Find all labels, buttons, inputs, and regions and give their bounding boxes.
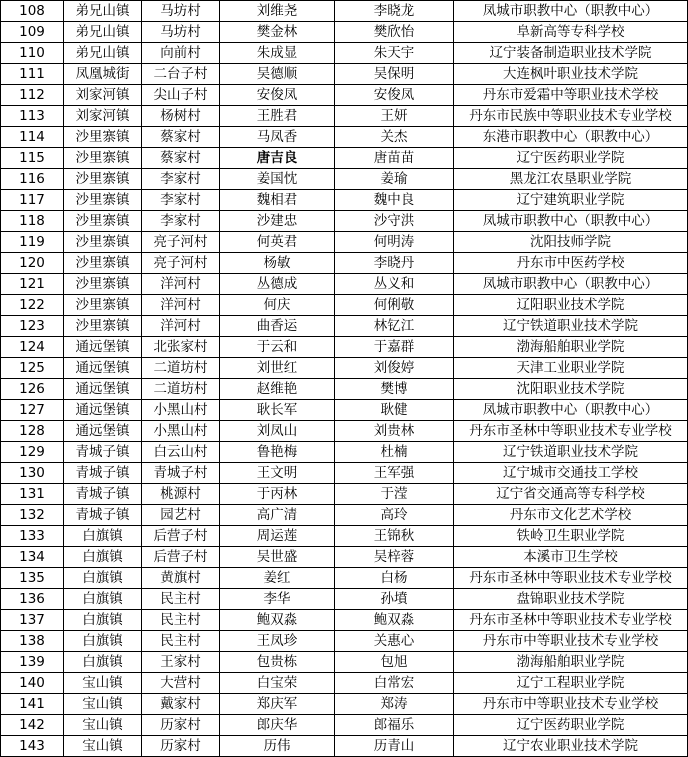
row-number-cell: 118: [1, 211, 64, 232]
row-number-cell: 135: [1, 568, 64, 589]
village-cell: 杨树村: [142, 106, 220, 127]
applicant-name-cell: 历伟: [220, 736, 335, 757]
row-number-cell: 131: [1, 484, 64, 505]
table-row: [1, 85, 688, 106]
student-name-cell: 林钇江: [335, 316, 454, 337]
village-cell: 洋河村: [142, 295, 220, 316]
table-row: [1, 715, 688, 736]
school-cell: 天津工业职业学院: [454, 358, 688, 379]
table-row: [1, 736, 688, 757]
school-cell: 丹东市民族中等职业技术专业学校: [454, 106, 688, 127]
row-number-cell: 110: [1, 43, 64, 64]
town-cell: 刘家河镇: [64, 85, 142, 106]
town-cell: 沙里寨镇: [64, 316, 142, 337]
applicant-name-cell: 于云和: [220, 337, 335, 358]
town-cell: 宝山镇: [64, 673, 142, 694]
village-cell: 园艺村: [142, 505, 220, 526]
table-row: [1, 106, 688, 127]
school-cell: 丹东市中医药学校: [454, 253, 688, 274]
student-name-cell: 白杨: [335, 568, 454, 589]
student-name-cell: 孙墳: [335, 589, 454, 610]
student-name-cell: 何俐敬: [335, 295, 454, 316]
village-cell: 后营子村: [142, 526, 220, 547]
applicant-name-cell: 丛德成: [220, 274, 335, 295]
town-cell: 沙里寨镇: [64, 232, 142, 253]
row-number-cell: 109: [1, 22, 64, 43]
village-cell: 民主村: [142, 610, 220, 631]
table-row: [1, 421, 688, 442]
row-number-cell: 140: [1, 673, 64, 694]
school-cell: 沈阳职业技术学院: [454, 379, 688, 400]
school-cell: 黑龙江农垦职业学院: [454, 169, 688, 190]
applicant-name-cell: 刘世红: [220, 358, 335, 379]
village-cell: 小黑山村: [142, 400, 220, 421]
student-name-cell: 于嘉群: [335, 337, 454, 358]
village-cell: 蔡家村: [142, 127, 220, 148]
town-cell: 青城子镇: [64, 484, 142, 505]
town-cell: 白旗镇: [64, 526, 142, 547]
applicant-name-cell: 赵维艳: [220, 379, 335, 400]
village-cell: 王家村: [142, 652, 220, 673]
applicant-name-cell: 耿长军: [220, 400, 335, 421]
town-cell: 白旗镇: [64, 610, 142, 631]
town-cell: 凤凰城街: [64, 64, 142, 85]
school-cell: 丹东市圣林中等职业技术专业学校: [454, 610, 688, 631]
school-cell: 凤城市职教中心（职教中心）: [454, 400, 688, 421]
applicant-name-cell: 唐吉良: [220, 148, 335, 169]
town-cell: 通远堡镇: [64, 358, 142, 379]
applicant-name-cell: 何庆: [220, 295, 335, 316]
table-row: [1, 505, 688, 526]
town-cell: 白旗镇: [64, 568, 142, 589]
table-row: [1, 274, 688, 295]
applicant-name-cell: 李华: [220, 589, 335, 610]
school-cell: 渤海船舶职业学院: [454, 337, 688, 358]
row-number-cell: 123: [1, 316, 64, 337]
town-cell: 白旗镇: [64, 589, 142, 610]
village-cell: 青城子村: [142, 463, 220, 484]
table-row: [1, 253, 688, 274]
table-row: [1, 232, 688, 253]
applicant-name-cell: 刘维尧: [220, 1, 335, 22]
student-name-cell: 包旭: [335, 652, 454, 673]
town-cell: 宝山镇: [64, 715, 142, 736]
town-cell: 沙里寨镇: [64, 211, 142, 232]
table-row: [1, 295, 688, 316]
row-number-cell: 121: [1, 274, 64, 295]
table-row: [1, 610, 688, 631]
table-row: [1, 568, 688, 589]
row-number-cell: 142: [1, 715, 64, 736]
table-row: [1, 484, 688, 505]
student-name-cell: 王锦秋: [335, 526, 454, 547]
school-cell: 渤海船舶职业学院: [454, 652, 688, 673]
student-name-cell: 唐苗苗: [335, 148, 454, 169]
town-cell: 通远堡镇: [64, 379, 142, 400]
village-cell: 马坊村: [142, 22, 220, 43]
student-name-cell: 魏中良: [335, 190, 454, 211]
applicant-name-cell: 安俊凤: [220, 85, 335, 106]
row-number-cell: 141: [1, 694, 64, 715]
village-cell: 亮子河村: [142, 253, 220, 274]
village-cell: 马坊村: [142, 1, 220, 22]
row-number-cell: 132: [1, 505, 64, 526]
student-name-cell: 高玲: [335, 505, 454, 526]
town-cell: 通远堡镇: [64, 337, 142, 358]
school-cell: 丹东市圣林中等职业技术专业学校: [454, 421, 688, 442]
table-row: [1, 148, 688, 169]
row-number-cell: 127: [1, 400, 64, 421]
table-row: [1, 127, 688, 148]
town-cell: 通远堡镇: [64, 421, 142, 442]
table-row: [1, 169, 688, 190]
applicant-name-cell: 杨敏: [220, 253, 335, 274]
row-number-cell: 112: [1, 85, 64, 106]
town-cell: 沙里寨镇: [64, 127, 142, 148]
school-cell: 沈阳技师学院: [454, 232, 688, 253]
school-cell: 辽宁医药职业学院: [454, 148, 688, 169]
student-name-cell: 樊博: [335, 379, 454, 400]
row-number-cell: 111: [1, 64, 64, 85]
table-row: [1, 589, 688, 610]
applicant-name-cell: 何英君: [220, 232, 335, 253]
row-number-cell: 134: [1, 547, 64, 568]
applicant-name-cell: 吴世盛: [220, 547, 335, 568]
table-row: [1, 694, 688, 715]
school-cell: 辽宁工程职业学院: [454, 673, 688, 694]
school-cell: 丹东市爱霜中等职业技术学校: [454, 85, 688, 106]
village-cell: 黄旗村: [142, 568, 220, 589]
town-cell: 白旗镇: [64, 547, 142, 568]
applicant-name-cell: 姜国忱: [220, 169, 335, 190]
table-row: [1, 358, 688, 379]
table-row: [1, 652, 688, 673]
row-number-cell: 128: [1, 421, 64, 442]
village-cell: 李家村: [142, 211, 220, 232]
town-cell: 沙里寨镇: [64, 274, 142, 295]
student-name-cell: 王军强: [335, 463, 454, 484]
applicant-name-cell: 周运莲: [220, 526, 335, 547]
row-number-cell: 133: [1, 526, 64, 547]
table-row: [1, 316, 688, 337]
town-cell: 宝山镇: [64, 736, 142, 757]
school-cell: 本溪市卫生学校: [454, 547, 688, 568]
village-cell: 洋河村: [142, 316, 220, 337]
student-name-cell: 关杰: [335, 127, 454, 148]
row-number-cell: 126: [1, 379, 64, 400]
town-cell: 沙里寨镇: [64, 295, 142, 316]
village-cell: 民主村: [142, 589, 220, 610]
student-name-cell: 吴梓蓉: [335, 547, 454, 568]
table-row: [1, 190, 688, 211]
table-row: [1, 379, 688, 400]
applicant-name-cell: 王胜君: [220, 106, 335, 127]
school-cell: 辽宁省交通高等专科学校: [454, 484, 688, 505]
table-row: [1, 442, 688, 463]
student-name-cell: 刘俊婷: [335, 358, 454, 379]
applicant-name-cell: 刘凤山: [220, 421, 335, 442]
student-name-cell: 郑涛: [335, 694, 454, 715]
table-row: [1, 337, 688, 358]
row-number-cell: 119: [1, 232, 64, 253]
table-row: [1, 673, 688, 694]
student-name-cell: 姜瑜: [335, 169, 454, 190]
applicant-name-cell: 郑庆军: [220, 694, 335, 715]
applicant-name-cell: 王凤珍: [220, 631, 335, 652]
applicant-name-cell: 白宝荣: [220, 673, 335, 694]
village-cell: 桃源村: [142, 484, 220, 505]
table-row: [1, 1, 688, 22]
village-cell: 戴家村: [142, 694, 220, 715]
student-name-cell: 刘贵林: [335, 421, 454, 442]
school-cell: 凤城市职教中心（职教中心）: [454, 211, 688, 232]
row-number-cell: 143: [1, 736, 64, 757]
student-name-cell: 于滢: [335, 484, 454, 505]
school-cell: 辽阳职业技术学院: [454, 295, 688, 316]
table-row: [1, 43, 688, 64]
applicant-name-cell: 鲁艳梅: [220, 442, 335, 463]
school-cell: 辽宁农业职业技术学院: [454, 736, 688, 757]
student-name-cell: 樊欣怡: [335, 22, 454, 43]
village-cell: 北张家村: [142, 337, 220, 358]
row-number-cell: 117: [1, 190, 64, 211]
table-row: [1, 211, 688, 232]
table-row: [1, 400, 688, 421]
town-cell: 沙里寨镇: [64, 169, 142, 190]
town-cell: 刘家河镇: [64, 106, 142, 127]
table-row: [1, 64, 688, 85]
village-cell: 洋河村: [142, 274, 220, 295]
village-cell: 二台子村: [142, 64, 220, 85]
applicant-name-cell: 马凤香: [220, 127, 335, 148]
town-cell: 弟兄山镇: [64, 43, 142, 64]
row-number-cell: 108: [1, 1, 64, 22]
village-cell: 蔡家村: [142, 148, 220, 169]
row-number-cell: 113: [1, 106, 64, 127]
school-cell: 大连枫叶职业技术学院: [454, 64, 688, 85]
village-cell: 李家村: [142, 169, 220, 190]
table-row: [1, 547, 688, 568]
student-name-cell: 李晓龙: [335, 1, 454, 22]
applicant-name-cell: 王文明: [220, 463, 335, 484]
school-cell: 东港市职教中心（职教中心）: [454, 127, 688, 148]
school-cell: 辽宁城市交通技工学校: [454, 463, 688, 484]
student-name-cell: 何明涛: [335, 232, 454, 253]
table-row: [1, 631, 688, 652]
student-name-cell: 关惠心: [335, 631, 454, 652]
row-number-cell: 122: [1, 295, 64, 316]
student-name-cell: 沙守洪: [335, 211, 454, 232]
row-number-cell: 124: [1, 337, 64, 358]
student-name-cell: 耿健: [335, 400, 454, 421]
town-cell: 通远堡镇: [64, 400, 142, 421]
town-cell: 沙里寨镇: [64, 190, 142, 211]
table-row: [1, 526, 688, 547]
student-name-cell: 历青山: [335, 736, 454, 757]
student-name-cell: 鲍双淼: [335, 610, 454, 631]
row-number-cell: 138: [1, 631, 64, 652]
town-cell: 沙里寨镇: [64, 148, 142, 169]
village-cell: 白云山村: [142, 442, 220, 463]
student-name-cell: 丛义和: [335, 274, 454, 295]
applicant-name-cell: 樊金林: [220, 22, 335, 43]
town-cell: 弟兄山镇: [64, 1, 142, 22]
village-cell: 民主村: [142, 631, 220, 652]
table-row: [1, 22, 688, 43]
school-cell: 凤城市职教中心（职教中心）: [454, 274, 688, 295]
school-cell: 阜新高等专科学校: [454, 22, 688, 43]
student-name-cell: 王妍: [335, 106, 454, 127]
school-cell: 辽宁装备制造职业技术学院: [454, 43, 688, 64]
village-cell: 二道坊村: [142, 379, 220, 400]
row-number-cell: 116: [1, 169, 64, 190]
applicant-name-cell: 于丙林: [220, 484, 335, 505]
school-cell: 辽宁铁道职业技术学院: [454, 316, 688, 337]
applicant-name-cell: 鲍双淼: [220, 610, 335, 631]
village-cell: 亮子河村: [142, 232, 220, 253]
student-name-cell: 朱天宇: [335, 43, 454, 64]
town-cell: 白旗镇: [64, 631, 142, 652]
school-cell: 丹东市圣林中等职业技术专业学校: [454, 568, 688, 589]
applicant-name-cell: 包贵栋: [220, 652, 335, 673]
town-cell: 青城子镇: [64, 463, 142, 484]
village-cell: 向前村: [142, 43, 220, 64]
row-number-cell: 115: [1, 148, 64, 169]
town-cell: 青城子镇: [64, 442, 142, 463]
row-number-cell: 120: [1, 253, 64, 274]
village-cell: 历家村: [142, 736, 220, 757]
village-cell: 李家村: [142, 190, 220, 211]
village-cell: 大营村: [142, 673, 220, 694]
table-row: [1, 463, 688, 484]
village-cell: 二道坊村: [142, 358, 220, 379]
row-number-cell: 130: [1, 463, 64, 484]
row-number-cell: 129: [1, 442, 64, 463]
school-cell: 丹东市中等职业技术专业学校: [454, 631, 688, 652]
student-name-cell: 吴保明: [335, 64, 454, 85]
student-name-cell: 郎福乐: [335, 715, 454, 736]
applicant-name-cell: 高广清: [220, 505, 335, 526]
student-name-cell: 安俊凤: [335, 85, 454, 106]
school-cell: 辽宁铁道职业技术学院: [454, 442, 688, 463]
applicant-name-cell: 吴德顺: [220, 64, 335, 85]
row-number-cell: 114: [1, 127, 64, 148]
applicant-name-cell: 郎庆华: [220, 715, 335, 736]
village-cell: 小黑山村: [142, 421, 220, 442]
town-cell: 宝山镇: [64, 694, 142, 715]
student-name-cell: 白常宏: [335, 673, 454, 694]
village-cell: 尖山子村: [142, 85, 220, 106]
school-cell: 辽宁建筑职业学院: [454, 190, 688, 211]
school-cell: 丹东市中等职业技术专业学校: [454, 694, 688, 715]
school-cell: 凤城市职教中心（职教中心）: [454, 1, 688, 22]
town-cell: 青城子镇: [64, 505, 142, 526]
row-number-cell: 139: [1, 652, 64, 673]
applicant-name-cell: 沙建忠: [220, 211, 335, 232]
row-number-cell: 137: [1, 610, 64, 631]
applicant-name-cell: 魏相君: [220, 190, 335, 211]
student-name-cell: 李晓丹: [335, 253, 454, 274]
school-cell: 铁岭卫生职业学院: [454, 526, 688, 547]
school-cell: 盘锦职业技术学院: [454, 589, 688, 610]
roster-table-body: [1, 1, 688, 757]
row-number-cell: 125: [1, 358, 64, 379]
village-cell: 历家村: [142, 715, 220, 736]
row-number-cell: 136: [1, 589, 64, 610]
school-cell: 丹东市文化艺术学校: [454, 505, 688, 526]
town-cell: 沙里寨镇: [64, 253, 142, 274]
applicant-name-cell: 曲香运: [220, 316, 335, 337]
school-cell: 辽宁医药职业学院: [454, 715, 688, 736]
applicant-name-cell: 朱成显: [220, 43, 335, 64]
village-cell: 后营子村: [142, 547, 220, 568]
town-cell: 弟兄山镇: [64, 22, 142, 43]
town-cell: 白旗镇: [64, 652, 142, 673]
student-name-cell: 杜楠: [335, 442, 454, 463]
applicant-name-cell: 姜红: [220, 568, 335, 589]
